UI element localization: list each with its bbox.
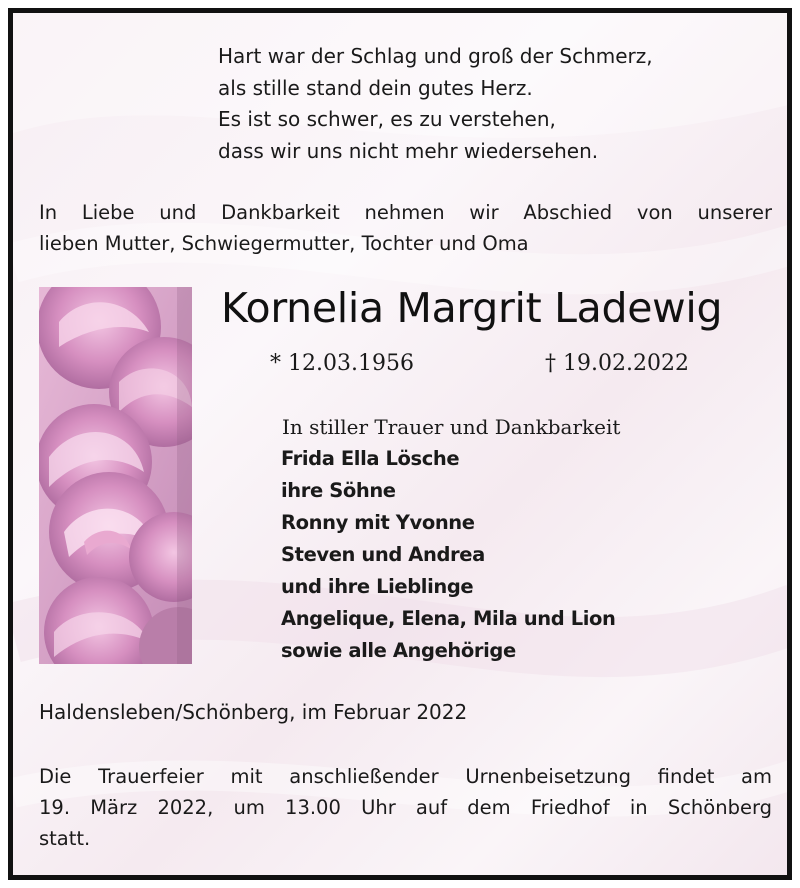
mourners-list xyxy=(281,443,615,667)
farewell-intro xyxy=(39,197,772,259)
ceremony-line: statt. xyxy=(39,827,91,850)
ceremony-line: Die Trauerfeier mit anschließender Urnenbeisetzung findet am xyxy=(39,765,772,788)
mourners-intro: In stiller Trauer und Dankbarkeit xyxy=(282,415,621,439)
place-date: Haldensleben/Schönberg, im Februar 2022 xyxy=(39,700,468,724)
mourner: und ihre Lieblinge xyxy=(281,575,474,598)
mourner: sowie alle Angehörige xyxy=(281,639,516,662)
death-date: † 19.02.2022 xyxy=(545,351,689,376)
deceased-name: Kornelia Margrit Ladewig xyxy=(221,284,723,332)
roses-image xyxy=(39,287,192,664)
intro-line: lieben Mutter, Schwiegermutter, Tochter und Oma xyxy=(39,232,529,255)
mourner: Frida Ella Lösche xyxy=(281,447,460,470)
poem-line: Es ist so schwer, es zu verstehen, xyxy=(218,107,556,131)
mourner: Steven und Andrea xyxy=(281,543,485,566)
obituary-notice xyxy=(8,8,792,880)
intro-line: In Liebe und Dankbarkeit nehmen wir Abschied von unserer xyxy=(39,201,772,224)
ceremony-line: 19. März 2022, um 13.00 Uhr auf dem Friedhof in Schönberg xyxy=(39,796,772,819)
mourner: Angelique, Elena, Mila und Lion xyxy=(281,607,616,630)
birth-date: * 12.03.1956 xyxy=(270,351,414,376)
ceremony-info xyxy=(39,761,772,854)
poem-line: Hart war der Schlag und groß der Schmerz, xyxy=(218,44,653,68)
mourner: Ronny mit Yvonne xyxy=(281,511,475,534)
poem-line: dass wir uns nicht mehr wiedersehen. xyxy=(218,138,599,163)
mourner: ihre Söhne xyxy=(281,479,396,502)
poem-line: als stille stand dein gutes Herz. xyxy=(218,75,533,100)
poem xyxy=(218,41,653,167)
